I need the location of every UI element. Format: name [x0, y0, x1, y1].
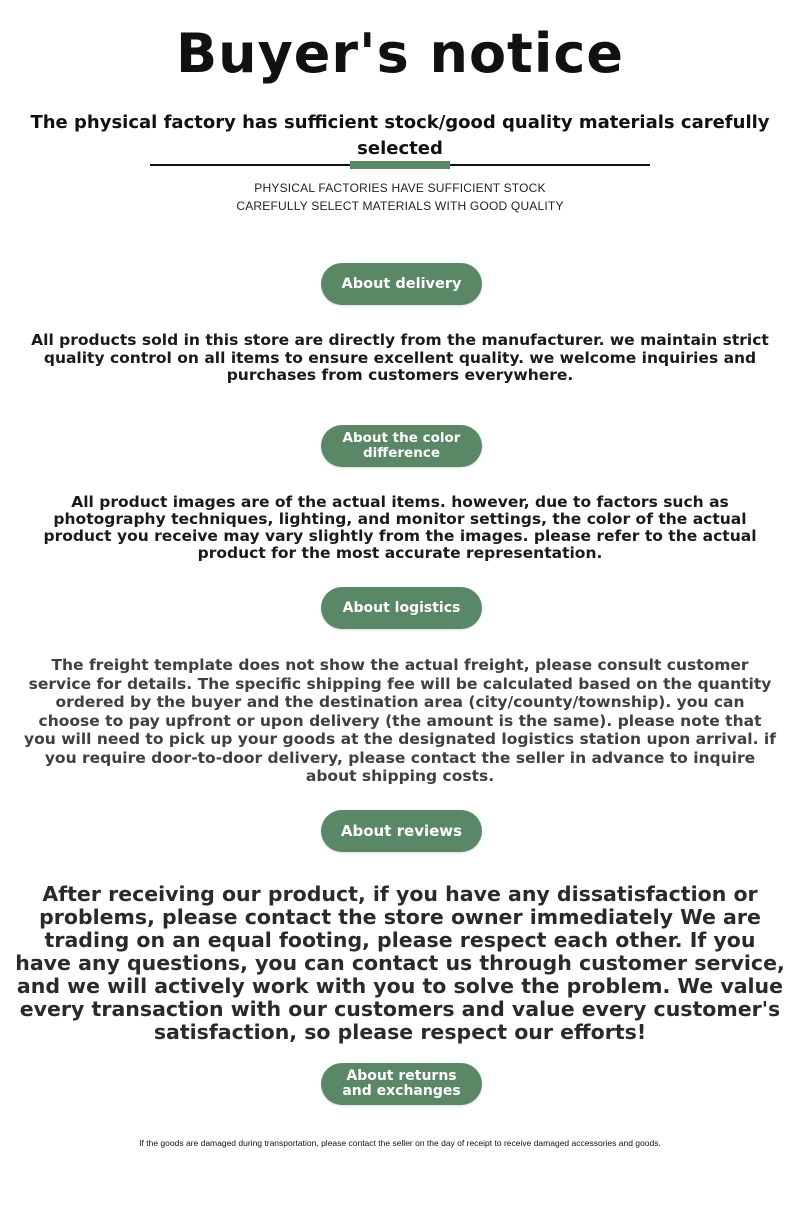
logistics-text: The freight template does not show the actual freight, please consult customer service for details. The specific shipping fee will be calculated based on the quantity ordered by the buyer and the destination area (city/county/township). you can choose to pay upfront or upon delivery (the amount is the same). please note that you will need to pick up your goods at the designated logistics station upon arrival. if you require door-to-door delivery, please contact the seller in advance to inquire about shipping costs.: [24, 656, 776, 785]
divider-accent: [350, 161, 450, 169]
about-returns-label-line-1: About returns: [346, 1067, 457, 1084]
page-subtitle: The physical factory has sufficient stock/good quality materials carefully selected: [30, 112, 770, 159]
returns-exchanges-text: If the goods are damaged during transportation, please contact the seller on the day of receipt to receive damaged accessories and goods.: [139, 1138, 661, 1148]
page-title: Buyer's notice: [175, 22, 625, 85]
about-reviews-button[interactable]: [321, 810, 482, 852]
delivery-text: All products sold in this store are directly from the manufacturer. we maintain strict quality control on all items to ensure excellent quality. we welcome inquiries and purchases from customers everywhere.: [31, 331, 769, 384]
about-delivery-button[interactable]: [321, 263, 482, 305]
about-color-label-line-1: About the color: [342, 430, 461, 446]
about-logistics-label: About logistics: [342, 600, 461, 616]
about-color-label-line-2: difference: [363, 445, 440, 461]
about-logistics-button[interactable]: [321, 587, 482, 629]
reviews-text: After receiving our product, if you have any dissatisfaction or problems, please contact the store owner immediately We are trading on an equal footing, please respect each other. If you have any questions, you can contact us through customer service, and we will actively work with you to solve the problem. We value every transaction with our customers and value every customer's satisfaction, so please respect our efforts!: [15, 882, 785, 1044]
caps-tagline-2: CAREFULLY SELECT MATERIALS WITH GOOD QUALITY: [236, 199, 564, 213]
about-reviews-label: About reviews: [340, 822, 463, 840]
about-color-difference-button[interactable]: [321, 425, 482, 467]
about-delivery-label: About delivery: [341, 276, 462, 292]
color-difference-text: All product images are of the actual items. however, due to factors such as photography techniques, lighting, and monitor settings, the color of the actual product you receive may vary slightly from the images. please refer to the actual product for the most accurate representation.: [43, 493, 757, 562]
about-returns-label-line-2: and exchanges: [342, 1083, 461, 1099]
about-returns-exchanges-button[interactable]: [321, 1063, 482, 1105]
caps-tagline-1: PHYSICAL FACTORIES HAVE SUFFICIENT STOCK: [254, 181, 546, 195]
